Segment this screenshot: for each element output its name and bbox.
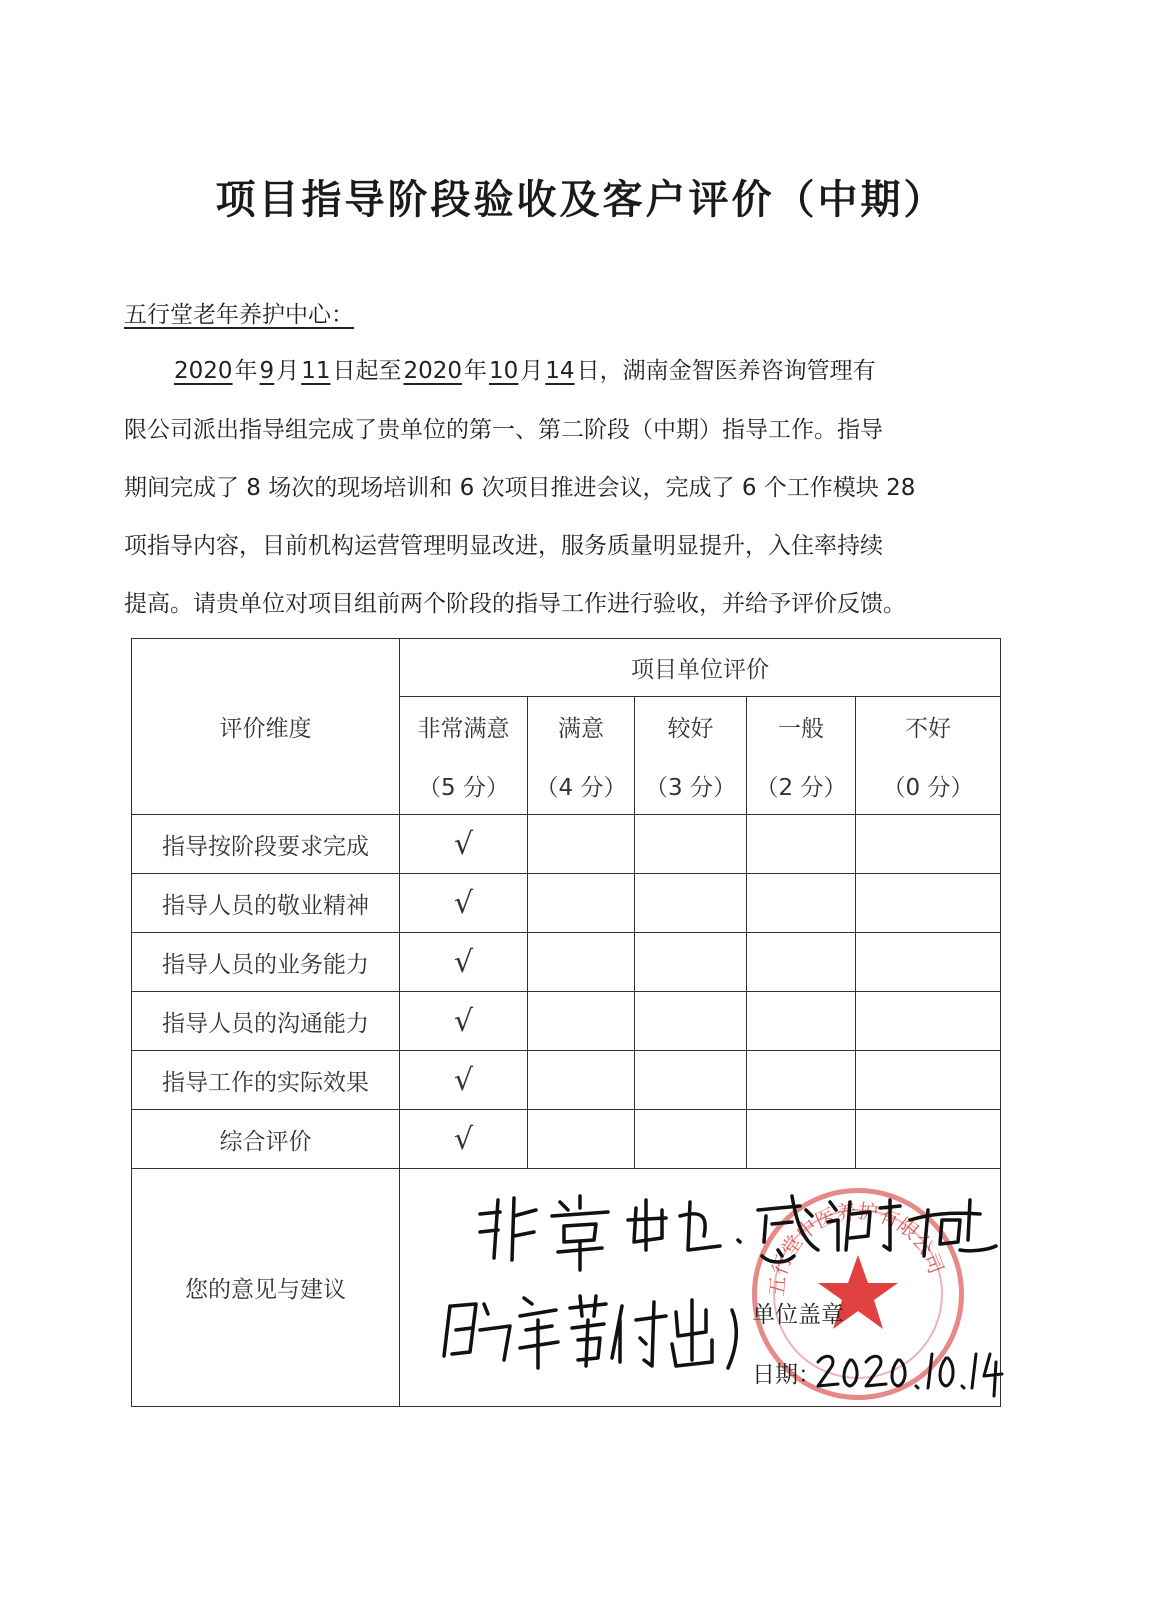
empty-cell bbox=[747, 1051, 856, 1110]
check-mark: √ bbox=[400, 992, 528, 1051]
intro-line-5: 提高。请贵单位对项目组前两个阶段的指导工作进行验收，并给予评价反馈。 bbox=[124, 591, 906, 617]
check-mark: √ bbox=[400, 933, 528, 992]
text-nian-2: 年 bbox=[464, 358, 488, 384]
text-yue-2: 月 bbox=[520, 358, 544, 384]
empty-cell bbox=[528, 815, 635, 874]
empty-cell bbox=[747, 1110, 856, 1169]
column-header-very-satisfied bbox=[400, 697, 528, 815]
seal-label: 单位盖章 bbox=[752, 1302, 844, 1328]
table-row bbox=[132, 1051, 1001, 1110]
column-header-satisfied bbox=[528, 697, 635, 815]
column-label: 不好 bbox=[905, 715, 951, 742]
end-day: 14 bbox=[545, 358, 575, 384]
document-title: 项目指导阶段验收及客户评价（中期） bbox=[215, 177, 947, 223]
check-mark: √ bbox=[400, 874, 528, 933]
column-label: 满意 bbox=[558, 715, 604, 742]
column-label: 较好 bbox=[667, 715, 714, 742]
empty-cell bbox=[747, 933, 856, 992]
text-qizhi: 日起至 bbox=[332, 358, 402, 384]
check-mark: √ bbox=[400, 1051, 528, 1110]
table-row bbox=[132, 874, 1001, 933]
column-label: 非常满意 bbox=[417, 715, 510, 742]
empty-cell bbox=[747, 992, 856, 1051]
row-label: 指导人员的业务能力 bbox=[132, 933, 400, 992]
end-year: 2020 bbox=[403, 358, 463, 384]
empty-cell bbox=[856, 933, 1001, 992]
empty-cell bbox=[635, 933, 747, 992]
column-score: （3 分） bbox=[645, 774, 736, 801]
recipient-line: 五行堂老年养护中心： bbox=[124, 302, 354, 328]
empty-cell bbox=[528, 933, 635, 992]
empty-cell bbox=[528, 1110, 635, 1169]
column-header-average bbox=[747, 697, 856, 815]
empty-cell bbox=[856, 815, 1001, 874]
empty-cell bbox=[856, 874, 1001, 933]
empty-cell bbox=[635, 1110, 747, 1169]
row-label: 指导工作的实际效果 bbox=[132, 1051, 400, 1110]
check-mark: √ bbox=[400, 1110, 528, 1169]
column-score: （2 分） bbox=[755, 774, 847, 801]
empty-cell bbox=[635, 1051, 747, 1110]
row-label: 指导人员的敬业精神 bbox=[132, 874, 400, 933]
column-header-good bbox=[635, 697, 747, 815]
date-label: 日期： bbox=[752, 1362, 821, 1388]
column-header-bad bbox=[856, 697, 1001, 815]
empty-cell bbox=[747, 874, 856, 933]
start-day: 11 bbox=[301, 358, 331, 384]
empty-cell bbox=[747, 815, 856, 874]
empty-cell bbox=[635, 874, 747, 933]
column-label: 一般 bbox=[778, 715, 824, 742]
row-label: 综合评价 bbox=[132, 1110, 400, 1169]
intro-line-3: 期间完成了 8 场次的现场培训和 6 次项目推进会议，完成了 6 个工作模块 28 bbox=[124, 475, 916, 501]
check-mark: √ bbox=[400, 815, 528, 874]
empty-cell bbox=[856, 1110, 1001, 1169]
text-nian: 年 bbox=[234, 358, 258, 384]
table-row bbox=[132, 992, 1001, 1051]
table-row bbox=[132, 933, 1001, 992]
comment-label: 您的意见与建议 bbox=[132, 1169, 400, 1407]
intro-line-1 bbox=[172, 352, 876, 385]
intro-line-2: 限公司派出指导组完成了贵单位的第一、第二阶段（中期）指导工作。指导 bbox=[124, 417, 883, 443]
seal-text: 五行堂中医养护有限公司 bbox=[764, 1198, 949, 1298]
end-month: 10 bbox=[489, 358, 519, 384]
row-label: 指导按阶段要求完成 bbox=[132, 815, 400, 874]
intro-line-4: 项指导内容，目前机构运营管理明显改进，服务质量明显提升，入住率持续 bbox=[124, 533, 883, 559]
empty-cell bbox=[856, 992, 1001, 1051]
column-score: （4 分） bbox=[535, 774, 627, 801]
row-label: 指导人员的沟通能力 bbox=[132, 992, 400, 1051]
table-row bbox=[132, 815, 1001, 874]
column-score: （5 分） bbox=[418, 774, 509, 801]
empty-cell bbox=[528, 874, 635, 933]
empty-cell bbox=[528, 1051, 635, 1110]
start-year: 2020 bbox=[174, 358, 233, 384]
empty-cell bbox=[856, 1051, 1001, 1110]
intro-line-1-tail: 日，湖南金智医养咨询管理有 bbox=[576, 358, 876, 384]
empty-cell bbox=[635, 992, 747, 1051]
start-month: 9 bbox=[259, 358, 275, 384]
handwritten-date bbox=[812, 1340, 1004, 1400]
dimension-header: 评价维度 bbox=[132, 639, 400, 815]
empty-cell bbox=[635, 815, 747, 874]
group-header: 项目单位评价 bbox=[400, 639, 1001, 697]
empty-cell bbox=[528, 992, 635, 1051]
column-score: （0 分） bbox=[882, 774, 974, 801]
text-yue: 月 bbox=[276, 358, 300, 384]
table-row bbox=[132, 1110, 1001, 1169]
